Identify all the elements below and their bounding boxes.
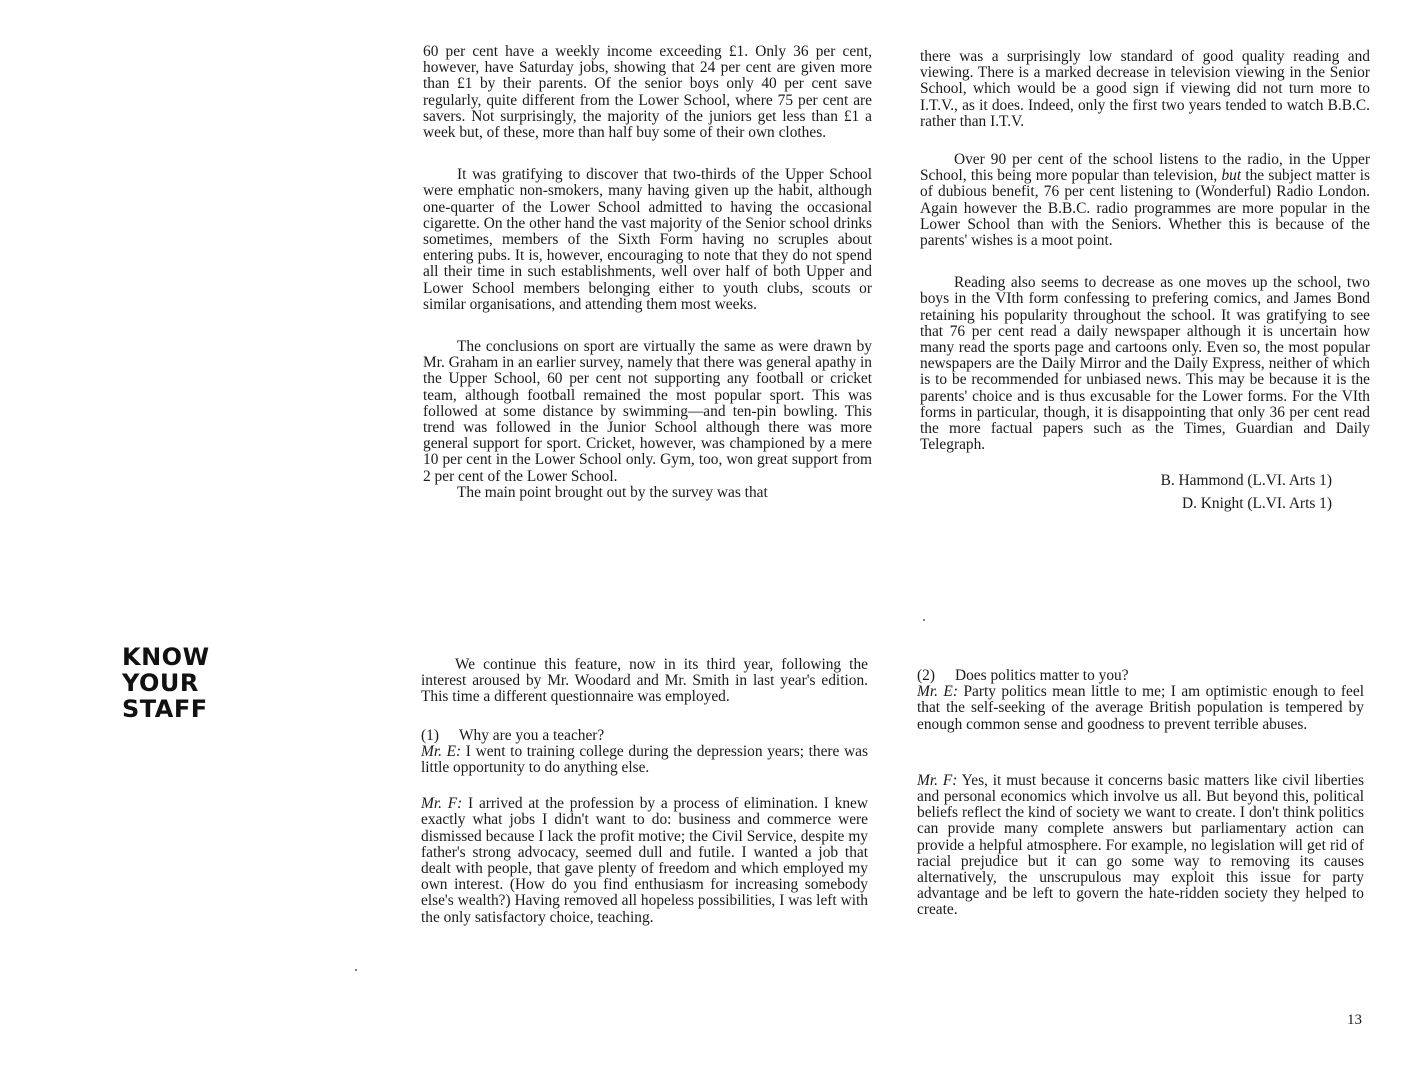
question-2-number: (2) bbox=[917, 667, 935, 684]
question-2 bbox=[917, 668, 1364, 684]
radio-text-start: Over 90 per cent of the school listens to the radio, in the Upper School, this being more popular than television, bbox=[920, 151, 1370, 185]
answer-1-mr-f bbox=[421, 796, 868, 926]
question-2-text: Does politics matter to you? bbox=[955, 667, 1129, 684]
speck-mark bbox=[923, 619, 925, 621]
answer-2-e-label: Mr. E: bbox=[917, 683, 958, 701]
answer-1-e-text: I went to training college during the depression years; there was little opportunity to do anything else. bbox=[421, 742, 868, 777]
answer-2-f-label: Mr. F: bbox=[917, 771, 958, 789]
answer-2-mr-f bbox=[917, 773, 1364, 919]
survey-paragraph-income: 60 per cent have a weekly income exceeding £1. Only 36 per cent, however, have Saturday jobs, showing that 24 per cent are given more than £1 by their parents. Of the senior boys only 40 per cent save regularly, quite different from the Lower School, where 75 per cent are savers. Not surprisingly, the majority of the juniors get less than £1 a week but, of these, more than half buy some of their own clothes. bbox=[423, 43, 872, 142]
survey-column-left bbox=[423, 44, 872, 501]
radio-text-end: the subject matter is of dubious benefit, 76 per cent listening to (Wonderful) Radio London. Again however the B.B.C. radio programmes are more popular in the Lower School than with the Seniors. Whether this is because of the parents' wishes is a moot point. bbox=[920, 167, 1370, 250]
radio-text-emphasis: but bbox=[1221, 167, 1242, 185]
heading-line-1: KNOW bbox=[122, 643, 210, 671]
survey-paragraph-smoking: It was gratifying to discover that two-thirds of the Upper School were emphatic non-smokers, many having given up the habit, although one-quarter of the Lower School admitted to having the occasional cigarette. On the other hand the vast majority of the Senior school drinks sometimes, members of the Sixth Form having no scruples about entering pubs. It is, however, encouraging to note that they do not spend all their time in such establishments, well over half of both Upper and Lower School members belonging either to youth clubs, scouts or similar organisations, and attending them most weeks. bbox=[423, 166, 872, 313]
answer-2-mr-e bbox=[917, 684, 1364, 733]
heading-line-3: STAFF bbox=[122, 695, 208, 723]
signature-knight: D. Knight (L.VI. Arts 1) bbox=[1181, 494, 1332, 512]
survey-paragraph-sport: The conclusions on sport are virtually the same as were drawn by Mr. Graham in an earlier survey, namely that there was general apathy in the Upper School, 60 per cent not supporting any football or cricket team, although football remained the most popular sport. This was followed at some distance by swimming—and ten-pin bowling. This trend was followed in the Junior School although there was more general support for sport. Cricket, however, was championed by a mere 10 per cent in the Lower School only. Gym, too, won great support from 2 per cent of the Lower School. bbox=[423, 338, 872, 485]
survey-column-right bbox=[920, 49, 1370, 512]
survey-paragraph-viewing: there was a surprisingly low standard of good quality reading and viewing. There is a marked decrease in television viewing in the Senior School, which would be a good sign if viewing did not turn more to I.T.V., as it does. Indeed, only the first two years tended to watch B.B.C. rather than I.T.V. bbox=[920, 48, 1370, 130]
question-1 bbox=[421, 728, 868, 744]
staff-column-right bbox=[917, 668, 1364, 919]
signature-hammond: B. Hammond (L.VI. Arts 1) bbox=[1160, 472, 1332, 490]
question-1-text: Why are you a teacher? bbox=[459, 726, 605, 744]
staff-column-left bbox=[421, 657, 868, 926]
answer-1-f-text: I arrived at the profession by a process of elimination. I knew exactly what jobs I didn't want to do: business and commerce were dismissed because I lack the profit motive; the Civil Service, despite my father's strong advocacy, seemed dull and futile. I wanted a job that dealt with people, that gave plenty of freedom and which employed my own interest. (How do you find enthusiasm for increasing somebody else's wealth?) Having removed all hopeless possibilities, I was left with the only satisfactory choice, teaching. bbox=[421, 795, 868, 926]
heading-line-2: YOUR bbox=[122, 669, 199, 697]
question-1-number: (1) bbox=[421, 726, 439, 744]
answer-2-f-text: Yes, it must because it concerns basic matters like civil liberties and personal economics which involve us all. But beyond this, political beliefs reflect the kind of society we want to create. I don't think politics can provide many complete answers but parliamentary action can provide a helpful atmosphere. For example, no legislation will get rid of racial prejudice but it can go some way to removing its causes alternatively, the unscrupulous may exploit this issue for party advantage and be left to govern the hate-ridden society they helped to create. bbox=[917, 771, 1364, 919]
answer-2-e-text: Party politics mean little to me; I am optimistic enough to feel that the self-seeking of the average British population is tempered by enough common sense and goodness to prevent terrible abuses. bbox=[917, 683, 1364, 733]
answer-1-e-label: Mr. E: bbox=[421, 742, 462, 760]
survey-paragraph-reading: Reading also seems to decrease as one moves up the school, two boys in the VIth form confessing to prefering comics, and James Bond retaining his popularity throughout the school. It was gratifying to see that 76 per cent read a daily newspaper although it is uncertain how many read the sports page and cartoons only. Even so, the most popular newspapers are the Daily Mirror and the Daily Express, neither of which is to be recommended for unbiased news. This may be because it is the parents' choice and is thus excusable for the Lower forms. For the VIth forms in particular, though, it is disappointing that only 36 per cent read the more factual papers such as the Times, Guardian and Daily Telegraph. bbox=[920, 274, 1370, 454]
signature-block bbox=[920, 473, 1370, 511]
answer-1-mr-e bbox=[421, 744, 868, 776]
speck-mark bbox=[355, 969, 357, 971]
staff-intro: We continue this feature, now in its third year, following the interest aroused by Mr. Woodard and Mr. Smith in last year's edition. This time a different questionnaire was employed. bbox=[421, 656, 868, 706]
survey-paragraph-radio bbox=[920, 152, 1370, 249]
answer-1-f-label: Mr. F: bbox=[421, 795, 463, 813]
survey-paragraph-main-point: The main point brought out by the survey was that bbox=[457, 483, 768, 501]
page-number: 13 bbox=[1347, 1012, 1362, 1028]
section-heading bbox=[122, 644, 210, 722]
